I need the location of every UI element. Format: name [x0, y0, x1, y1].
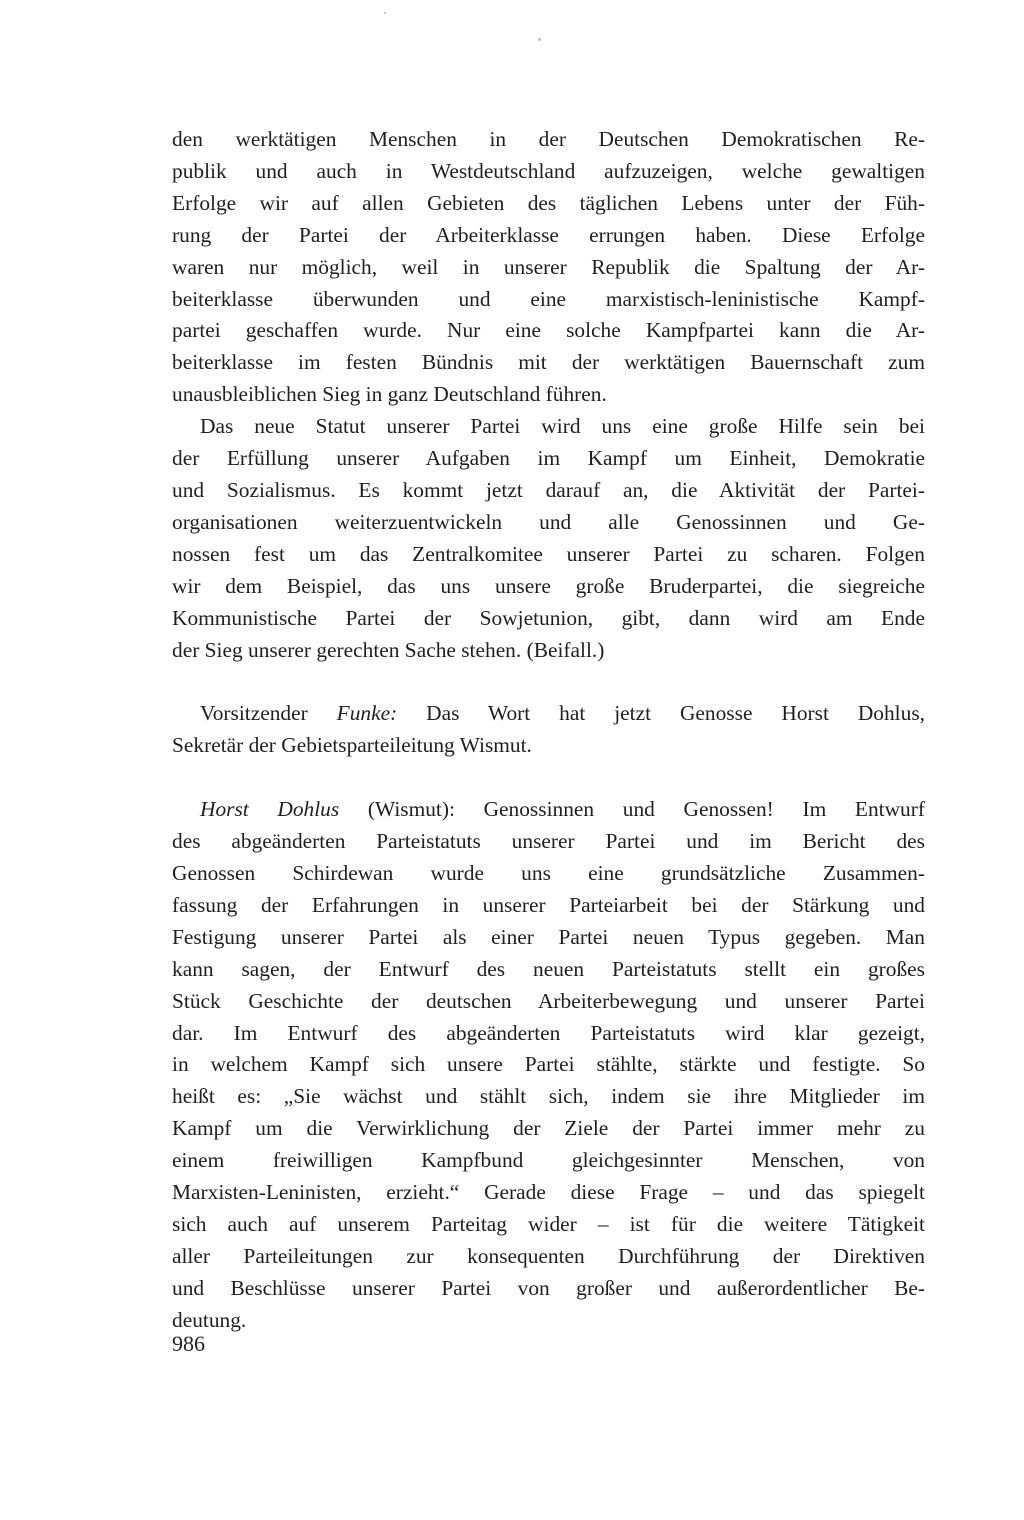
paragraph-spacer	[172, 762, 925, 794]
text-line: Stück Geschichte der deutschen Arbeiterbewegung und unserer Partei	[172, 988, 925, 1013]
text-line: Sekretär der Gebietsparteileitung Wismut.	[172, 733, 532, 758]
text-line: und Beschlüsse unserer Partei von großer und außerordentlicher Be-	[172, 1275, 925, 1300]
text-line: und Sozialismus. Es kommt jetzt darauf an, die Aktivität der Partei-	[172, 477, 925, 502]
scan-speck	[538, 38, 541, 41]
text-line: des abgeänderten Parteistatuts unserer Partei und im Bericht des	[172, 829, 925, 854]
text-line: rung der Partei der Arbeiterklasse errungen haben. Diese Erfolge	[172, 222, 925, 247]
chair-prefix: Vorsitzender	[200, 701, 337, 726]
text-line: Festigung unserer Partei als einer Partei neuen Typus gegeben. Man	[172, 924, 925, 949]
text-line: sich auch auf unserem Parteitag wider – ist für die weitere Tätigkeit	[172, 1212, 925, 1236]
text-line: fassung der Erfahrungen in unserer Parteiarbeit bei der Stärkung und	[172, 892, 925, 917]
text-line: Kampf um die Verwirklichung der Ziele der Partei immer mehr zu	[172, 1116, 925, 1141]
paragraph-spacer	[172, 666, 925, 698]
text-line: publik und auch in Westdeutschland aufzuzeigen, welche gewaltigen	[172, 158, 925, 183]
text-line	[172, 794, 925, 826]
text-line: heißt es: „Sie wächst und stählt sich, indem sie ihre Mitglieder im	[172, 1084, 925, 1109]
paragraph-1	[172, 124, 925, 411]
text-line: Kommunistische Partei der Sowjetunion, gibt, dann wird am Ende	[172, 605, 925, 630]
body-text	[172, 124, 925, 1337]
speech-line1-text: (Wismut): Genossinnen und Genossen! Im Entwurf	[339, 797, 925, 822]
text-line: dar. Im Entwurf des abgeänderten Parteistatuts wird klar gezeigt,	[172, 1020, 925, 1045]
text-line: deutung.	[172, 1307, 247, 1332]
paragraph-2	[172, 411, 925, 666]
scan-speck	[384, 12, 386, 14]
page-number: 986	[172, 1331, 205, 1356]
text-line: Das neue Statut unserer Partei wird uns eine große Hilfe sein bei	[200, 414, 925, 439]
text-line: waren nur möglich, weil in unserer Republik die Spaltung der Ar-	[172, 254, 925, 279]
text-line: wir dem Beispiel, das uns unsere große Bruderpartei, die siegreiche	[172, 573, 925, 598]
text-line: der Sieg unserer gerechten Sache stehen. (Beifall.)	[172, 637, 605, 662]
text-line: organisationen weiterzuentwickeln und alle Genossinnen und Ge-	[172, 509, 925, 534]
speaker-name: Horst Dohlus	[200, 797, 340, 822]
text-line: beiterklasse überwunden und eine marxistisch-leninistische Kampf-	[172, 286, 925, 311]
speech-paragraph	[172, 794, 925, 1336]
text-line	[172, 698, 925, 730]
text-line: Genossen Schirdewan wurde uns eine grundsätzliche Zusammen-	[172, 861, 925, 886]
text-line: nossen fest um das Zentralkomitee unserer Partei zu scharen. Folgen	[172, 541, 925, 566]
chair-announcement	[172, 698, 925, 762]
text-line: den werktätigen Menschen in der Deutschen Demokratischen Re-	[172, 127, 925, 151]
text-line: partei geschaffen wurde. Nur eine solche Kampfpartei kann die Ar-	[172, 318, 925, 343]
chair-line1-text: Das Wort hat jetzt Genosse Horst Dohlus,	[397, 701, 925, 726]
text-line: kann sagen, der Entwurf des neuen Parteistatuts stellt ein großes	[172, 956, 925, 981]
chair-speaker-name: Funke:	[336, 701, 398, 726]
text-line: beiterklasse im festen Bündnis mit der werktätigen Bauernschaft zum	[172, 350, 925, 375]
text-line: der Erfüllung unserer Aufgaben im Kampf um Einheit, Demokratie	[172, 446, 925, 471]
text-line: Marxisten-Leninisten, erzieht.“ Gerade diese Frage – und das spiegelt	[172, 1180, 925, 1205]
text-line: aller Parteileitungen zur konsequenten Durchführung der Direktiven	[172, 1243, 925, 1268]
text-line: Erfolge wir auf allen Gebieten des täglichen Lebens unter der Füh-	[172, 190, 925, 215]
text-line: unausbleiblichen Sieg in ganz Deutschland führen.	[172, 382, 607, 407]
text-line: in welchem Kampf sich unsere Partei stählte, stärkte und festigte. So	[172, 1052, 925, 1077]
text-line: einem freiwilligen Kampfbund gleichgesinnter Menschen, von	[172, 1148, 925, 1173]
